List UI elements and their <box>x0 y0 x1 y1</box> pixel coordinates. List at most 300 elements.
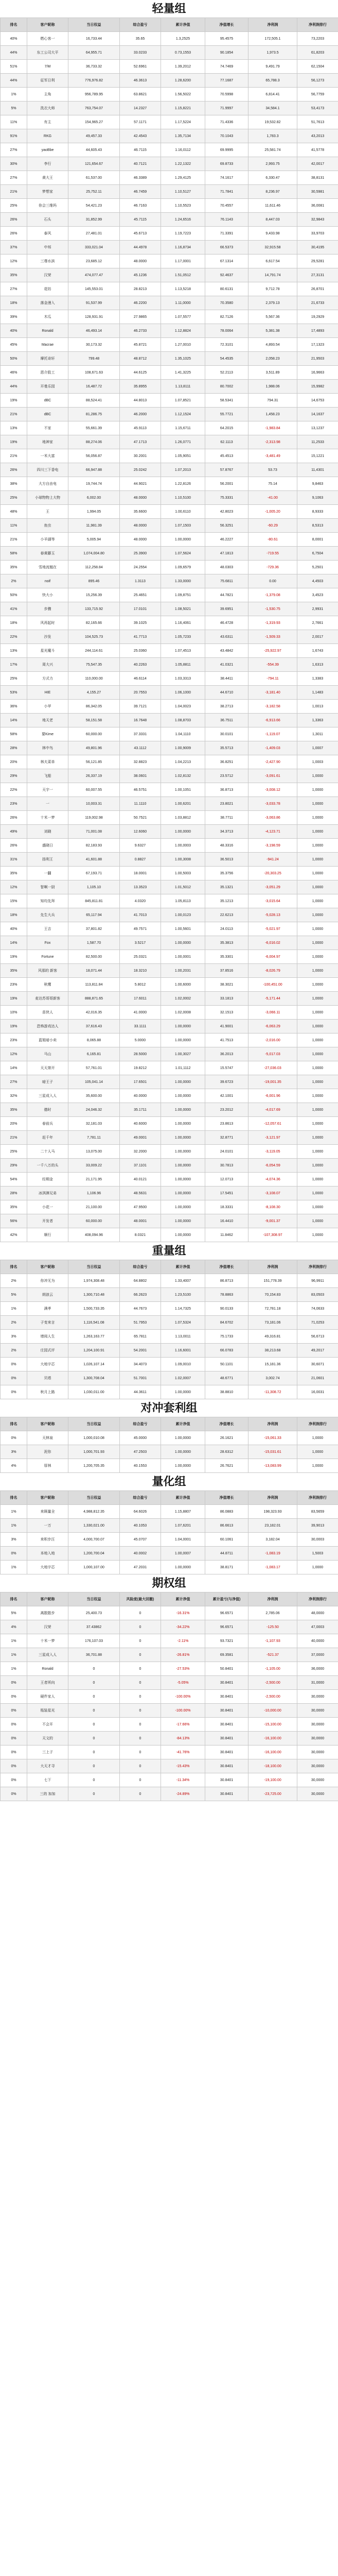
table-cell: 96,9911 <box>297 1274 338 1288</box>
table-cell: 1.3113 <box>120 574 161 588</box>
table-cell: 35.5713 <box>205 741 248 755</box>
table-cell: 3% <box>1 1445 27 1459</box>
table-cell: 35.6600 <box>120 505 161 519</box>
table-cell: 0% <box>1 1690 27 1704</box>
table-cell: 44.7673 <box>120 1302 161 1316</box>
table-cell: 15,9982 <box>297 380 338 394</box>
table-row <box>1 157 338 171</box>
table-cell: 36.8713 <box>205 783 248 797</box>
table-cell: 0 <box>68 1732 120 1745</box>
table-cell: 75.6811 <box>205 574 248 588</box>
table-cell: 秋月上路 <box>27 1385 68 1399</box>
table-cell: 13% <box>1 421 27 435</box>
table-cell: 45.7115 <box>120 213 161 227</box>
table-cell: 1.00,1051 <box>161 783 205 797</box>
column-header: 综合盈亏 <box>120 1260 161 1274</box>
table-cell: 18.3331 <box>205 1200 248 1214</box>
table-cell: 1,0000 <box>297 936 338 950</box>
table-cell: 蓝姐暗小卖 <box>27 1033 68 1047</box>
table-row <box>1 1033 338 1047</box>
table-cell: 1.29,4125 <box>161 171 205 185</box>
table-cell: 113,811.84 <box>68 978 120 992</box>
table-cell: 一千八万的头 <box>27 1159 68 1173</box>
table-cell: 44.8711 <box>205 1547 248 1561</box>
table-cell: HIE <box>27 686 68 700</box>
table-row <box>1 449 338 463</box>
table-cell: 47.1813 <box>205 547 248 561</box>
table-cell: 1,300,710.48 <box>68 1288 120 1302</box>
table-cell: 1.00,0000 <box>161 936 205 950</box>
column-header: 综合盈亏 <box>120 1491 161 1505</box>
table-cell: 23% <box>1 978 27 992</box>
table-cell: 33.1813 <box>205 992 248 1006</box>
table-cell: 30.7813 <box>205 1159 248 1173</box>
table-cell: 6,330.47 <box>248 171 297 185</box>
table-cell: 75,547.35 <box>68 658 120 672</box>
table-cell: 15,1221 <box>297 449 338 463</box>
table-cell: 46.7115 <box>120 143 161 157</box>
table-cell: 25.0242 <box>120 463 161 477</box>
table-cell: 36.7511 <box>205 714 248 727</box>
table-cell: 1.04,0001 <box>161 1533 205 1547</box>
table-cell: 2% <box>1 1274 27 1288</box>
table-cell: 1,0000 <box>297 1159 338 1173</box>
table-cell: 1,0000 <box>297 1431 338 1445</box>
table-cell: 30.8401 <box>205 1773 248 1787</box>
table-cell: 54.2001 <box>120 1344 161 1358</box>
table-cell: 8,0001 <box>297 533 338 547</box>
table-cell: 63.8621 <box>120 88 161 101</box>
table-cell: 18,071.44 <box>68 964 120 978</box>
table-cell: 36,701.88 <box>68 1648 120 1662</box>
table-cell: 39.6951 <box>205 602 248 616</box>
table-cell: 中邦 <box>27 241 68 255</box>
table-cell: 47.2503 <box>120 1445 161 1459</box>
table-cell: 61,537.00 <box>68 171 120 185</box>
table-cell: 1.00,0000 <box>161 1020 205 1033</box>
table-cell: 13,075.00 <box>68 1145 120 1159</box>
table-cell: 6,7504 <box>297 547 338 561</box>
table-cell: 14% <box>1 1061 27 1075</box>
column-header: 排名 <box>1 1260 27 1274</box>
table-cell: 21,6733 <box>297 296 338 310</box>
table-cell: 46.2200 <box>120 296 161 310</box>
table-cell: 35.1321 <box>205 880 248 894</box>
table-cell: 41.0321 <box>205 658 248 672</box>
table-cell: 8.0321 <box>120 1228 161 1242</box>
table-cell: 盛晓日 <box>27 839 68 853</box>
table-row <box>1 1187 338 1200</box>
table-cell: 梦想家 <box>27 185 68 199</box>
table-row <box>1 1173 338 1187</box>
table-cell: 1.00,0000 <box>161 1131 205 1145</box>
table-cell: 21% <box>1 408 27 421</box>
table-cell: 0% <box>1 1759 27 1773</box>
table-cell: -100.00% <box>161 1690 205 1704</box>
table-cell: -15,100.00 <box>248 1718 297 1732</box>
table-cell: 落金漫入 <box>27 296 68 310</box>
table-cell: 35.3301 <box>205 950 248 964</box>
table-cell: 35% <box>1 867 27 880</box>
table-cell: -5,028.13 <box>248 908 297 922</box>
table-cell: 秋鹰 <box>27 978 68 992</box>
table-cell: 1,0000 <box>297 1214 338 1228</box>
table-cell: 9,8463 <box>297 477 338 491</box>
table-row <box>1 1200 338 1214</box>
table-cell: 62,1504 <box>297 60 338 74</box>
table-row <box>1 282 338 296</box>
table-cell: 11.8462 <box>205 1228 248 1242</box>
table-cell: 39.7121 <box>120 700 161 714</box>
table-cell: 27% <box>1 282 27 296</box>
table-cell: 37,801.82 <box>68 922 120 936</box>
table-cell: 26% <box>1 811 27 825</box>
table-cell: 十米一梦 <box>27 811 68 825</box>
table-cell: 58% <box>1 727 27 741</box>
table-cell: 三的 加加 <box>27 1787 68 1801</box>
table-cell: 13% <box>1 644 27 658</box>
column-header: 当日权益 <box>68 1592 120 1606</box>
table-cell: 1,204,100.91 <box>68 1344 120 1358</box>
table-cell: 5% <box>1 1606 27 1620</box>
table-cell: 1.01,5012 <box>161 880 205 894</box>
table-cell: 知均先拜 <box>27 894 68 908</box>
table-cell: 36.8251 <box>205 755 248 769</box>
table-cell: -1,530.75 <box>248 602 297 616</box>
table-cell: 33.0233 <box>120 46 161 60</box>
table-cell: 恩介股工 <box>27 366 68 380</box>
table-cell: 74.1617 <box>205 171 248 185</box>
table-cell: 1.19,7223 <box>161 227 205 241</box>
table-cell: 6,814.41 <box>248 88 297 101</box>
table-cell: 30,0000 <box>297 1759 338 1773</box>
table-cell: -27.53% <box>161 1662 205 1676</box>
table-cell: 35% <box>1 1103 27 1117</box>
table-cell: 23,685.12 <box>68 255 120 268</box>
table-cell: 76.1143 <box>205 213 248 227</box>
table-cell: 1,0000 <box>297 853 338 867</box>
table-cell: 暗王子 <box>27 1075 68 1089</box>
table-cell: 30.8401 <box>205 1732 248 1745</box>
table-cell: 1.17,5224 <box>161 115 205 129</box>
table-cell: 45% <box>1 338 27 352</box>
table-cell: -26.81% <box>161 1648 205 1662</box>
table-cell: 征军日利 <box>27 74 68 88</box>
table-cell: 86,342.05 <box>68 700 120 714</box>
table-cell: 82.7126 <box>205 310 248 324</box>
table-cell: -20,303.25 <box>248 867 297 880</box>
table-cell: 1.16,0112 <box>161 143 205 157</box>
table-cell: 1.12,8824 <box>161 324 205 338</box>
table-cell: 1% <box>1 88 27 101</box>
table-cell: 25.0360 <box>120 644 161 658</box>
table-cell: 1,974,308.48 <box>68 1274 120 1288</box>
table-cell: 16.4410 <box>205 1214 248 1228</box>
table-cell: 1.33,0000 <box>161 574 205 588</box>
table-cell: 69.9995 <box>205 143 248 157</box>
table-cell: 77.1687 <box>205 74 248 88</box>
table-cell: 汉荣 <box>27 268 68 282</box>
table-cell: 1,000,010.08 <box>68 1431 120 1445</box>
table-cell: 44.9021 <box>120 477 161 491</box>
table-cell: 朗浪云 <box>27 1288 68 1302</box>
column-header: 排名 <box>1 1417 27 1431</box>
table-cell: -60.29 <box>248 519 297 533</box>
table-cell: 20% <box>1 755 27 769</box>
table-cell: 70.5998 <box>205 88 248 101</box>
table-cell: 69.3581 <box>205 1648 248 1662</box>
table-cell: 1,0013 <box>297 700 338 714</box>
table-cell: -100.00% <box>161 1704 205 1718</box>
table-row <box>1 1061 338 1075</box>
table-cell: 11% <box>1 519 27 533</box>
table-cell: 王吉 <box>27 922 68 936</box>
column-header: 净利润排行 <box>297 1417 338 1431</box>
table-row <box>1 463 338 477</box>
table-cell: 1.07,2013 <box>161 463 205 477</box>
table-cell: 0 <box>68 1745 120 1759</box>
table-cell: 1.00,6000 <box>161 978 205 992</box>
table-cell: 春黄藤玉 <box>27 547 68 561</box>
table-cell: 46.4728 <box>205 616 248 630</box>
table-cell: -23,725.00 <box>248 1787 297 1801</box>
table-cell: 67,193.71 <box>68 867 120 880</box>
table-cell: 20% <box>1 1117 27 1131</box>
table-cell: 3,182.04 <box>248 1533 297 1547</box>
table-row <box>1 1385 338 1399</box>
table-row <box>1 574 338 588</box>
table-cell: 1,0000 <box>297 1228 338 1242</box>
table-cell: 64.8802 <box>120 1274 161 1288</box>
table-cell: 1,300,708.04 <box>68 1371 120 1385</box>
table-cell: 28.8213 <box>120 282 161 296</box>
table-cell: 林夫菜单 <box>27 755 68 769</box>
table-cell: 大方自由电 <box>27 477 68 491</box>
column-header: 当日权益 <box>68 18 120 32</box>
table-cell: 5.8012 <box>120 978 161 992</box>
table-cell: 48.0000 <box>120 519 161 533</box>
table-row <box>1 435 338 449</box>
table-row <box>1 894 338 908</box>
table-cell: 15,256.39 <box>68 588 120 602</box>
table-cell: 38.8171 <box>205 1561 248 1574</box>
table-cell: 37% <box>1 241 27 255</box>
table-row <box>1 561 338 574</box>
table-cell: 51.7001 <box>120 1371 161 1385</box>
table-row <box>1 630 338 644</box>
table-cell: 1.56,5022 <box>161 88 205 101</box>
table-cell: 105,041.14 <box>68 1075 120 1089</box>
table-cell: 54.4535 <box>205 352 248 366</box>
table-cell: 33,9703 <box>297 227 338 241</box>
table-cell: 38,8131 <box>297 171 338 185</box>
table-cell: 29,5281 <box>297 255 338 268</box>
table-cell: 3% <box>1 1533 27 1547</box>
table-cell: 1.26,0771 <box>161 435 205 449</box>
table-cell: 50.8401 <box>205 1662 248 1676</box>
table-cell: -5.05% <box>161 1676 205 1690</box>
table-cell: 2% <box>1 574 27 588</box>
table-cell: 40% <box>1 922 27 936</box>
table-cell: 16,733.44 <box>68 32 120 46</box>
table-cell: Fox <box>27 936 68 950</box>
table-cell: 1,330,021.00 <box>68 1519 120 1533</box>
table-cell: 1.00,0000 <box>161 1159 205 1173</box>
table-cell: 58% <box>1 547 27 561</box>
column-header: 风险度(最大回撤) <box>120 1592 161 1606</box>
table-cell: 1,0000 <box>297 825 338 839</box>
column-header: 客户昵称 <box>27 1491 68 1505</box>
table-row <box>1 1006 338 1020</box>
table-cell: 2,9931 <box>297 602 338 616</box>
column-header: 净利润排行 <box>297 1260 338 1274</box>
table-cell: 1,0000 <box>297 992 338 1006</box>
table-cell: 30,4195 <box>297 241 338 255</box>
table-cell: 马山 <box>27 1047 68 1061</box>
table-cell: 104,525.73 <box>68 630 120 644</box>
table-cell: -125.50 <box>248 1620 297 1634</box>
table-cell: 46.7459 <box>120 185 161 199</box>
table-row <box>1 1117 338 1131</box>
table-cell: 14,791.74 <box>248 268 297 282</box>
table-cell: 1,587.70 <box>68 936 120 950</box>
table-cell: 一米大富 <box>27 449 68 463</box>
table-cell: 2,0017 <box>297 630 338 644</box>
table-cell: -1,083.17 <box>248 1561 297 1574</box>
table-cell: 15% <box>1 894 27 908</box>
table-cell: 刘晓 <box>27 825 68 839</box>
table-cell: 1,0000 <box>297 867 338 880</box>
table-cell: 71.9997 <box>205 101 248 115</box>
table-cell: 1.00,3027 <box>161 1047 205 1061</box>
table-cell: -1,509.33 <box>248 630 297 644</box>
table-cell: 56,121.85 <box>68 755 120 769</box>
table-cell: 64.6026 <box>120 1505 161 1519</box>
table-cell: 46.2227 <box>205 533 248 547</box>
table-cell: 快大小 <box>27 588 68 602</box>
table-header-row <box>1 1491 338 1505</box>
table-cell: 41,601.88 <box>68 853 120 867</box>
table-cell: 11,611.46 <box>248 199 297 213</box>
table-cell: 71.3391 <box>205 227 248 241</box>
table-cell: 895.46 <box>68 574 120 588</box>
table-cell: 1,0000 <box>297 797 338 811</box>
table-cell: 30,0003 <box>297 1533 338 1547</box>
table-cell: 0 <box>120 1676 161 1690</box>
table-cell: -9,001.37 <box>248 1214 297 1228</box>
table-cell: 51,7613 <box>297 115 338 129</box>
table-cell: 1,0000 <box>297 950 338 964</box>
table-cell: 11% <box>1 115 27 129</box>
table-cell: 1,106.96 <box>68 1187 120 1200</box>
table-cell: 31,0000 <box>297 1676 338 1690</box>
table-row <box>1 1020 338 1033</box>
table-cell: 26,8701 <box>297 282 338 296</box>
table-cell: 1,5003 <box>297 1547 338 1561</box>
table-cell: -15,031.61 <box>248 1445 297 1459</box>
table-row <box>1 1704 338 1718</box>
table-cell: -8,108.30 <box>248 1200 297 1214</box>
table-cell: 31,852.99 <box>68 213 120 227</box>
table-cell: 黄大王 <box>27 171 68 185</box>
table-cell: 44.7821 <box>205 588 248 602</box>
table-cell: 48.3316 <box>205 839 248 853</box>
table-cell: -41.00 <box>248 491 297 505</box>
table-cell: 1.00,0001 <box>161 950 205 964</box>
table-cell: 48% <box>1 505 27 519</box>
table-cell: 19% <box>1 394 27 408</box>
table-cell: 1.03,3313 <box>161 672 205 686</box>
table-cell: 73,181.06 <box>248 1316 297 1330</box>
table-cell: 7,781.11 <box>68 1131 120 1145</box>
table-cell: RKG <box>27 129 68 143</box>
table-cell: 燃心客一 <box>27 32 68 46</box>
ranking-table <box>0 1592 338 1801</box>
table-cell: -3,051.29 <box>248 880 297 894</box>
table-cell: 19.8212 <box>120 1061 161 1075</box>
table-cell: 30,0000 <box>297 1745 338 1759</box>
table-cell: 25,752.11 <box>68 185 120 199</box>
table-cell: 244,114.61 <box>68 644 120 658</box>
table-cell: 1.00,0000 <box>161 1117 205 1131</box>
table-cell: 1.00,0000 <box>161 1200 205 1214</box>
table-cell: 41.0000 <box>120 1006 161 1020</box>
table-cell: 1,0000 <box>297 839 338 853</box>
table-cell: 73,2203 <box>297 32 338 46</box>
table-cell: 0 <box>68 1676 120 1690</box>
table-cell: 83,0503 <box>297 1288 338 1302</box>
table-cell: 151,778.39 <box>248 1274 297 1288</box>
table-cell: -6,054.59 <box>248 1159 297 1173</box>
table-cell: 19,532.82 <box>248 115 297 129</box>
table-cell: 1.04,2213 <box>161 755 205 769</box>
table-cell: 0 <box>120 1690 161 1704</box>
table-cell: 9,491.79 <box>248 60 297 74</box>
table-cell: 33.1111 <box>120 1020 161 1033</box>
table-row <box>1 1745 338 1759</box>
table-cell: 0 <box>68 1662 120 1676</box>
table-cell: 1.00,0000 <box>161 1173 205 1187</box>
table-row <box>1 1690 338 1704</box>
table-cell: 步骤 <box>27 602 68 616</box>
table-cell: 110,000.00 <box>68 672 120 686</box>
table-cell: 1.35,1025 <box>161 352 205 366</box>
table-cell: 1,0000 <box>297 894 338 908</box>
table-cell: 95.4575 <box>205 32 248 46</box>
column-header: 净利润 <box>248 1260 297 1274</box>
table-cell: 1.09,0010 <box>161 1358 205 1371</box>
table-cell: 32,181.03 <box>68 1117 120 1131</box>
table-cell: 沙发 <box>27 630 68 644</box>
table-row <box>1 644 338 658</box>
table-cell: 96.6571 <box>205 1620 248 1634</box>
table-cell: 71.4336 <box>205 115 248 129</box>
table-row <box>1 1445 338 1459</box>
table-row <box>1 1302 338 1316</box>
table-cell: 扬利王 <box>27 853 68 867</box>
table-cell: 1,026,107.14 <box>68 1358 120 1371</box>
table-cell: 开发者 <box>27 1214 68 1228</box>
table-cell: 1,200,700.04 <box>68 1547 120 1561</box>
table-cell: 1.00,0000 <box>161 1187 205 1200</box>
table-cell: 799.48 <box>68 352 120 366</box>
table-cell: 瓶装星光 <box>27 1704 68 1718</box>
table-row <box>1 686 338 700</box>
table-cell: 46.3389 <box>120 171 161 185</box>
table-cell: 66,947.88 <box>68 463 120 477</box>
section-title: 轻量组 <box>152 2 186 15</box>
table-cell: 39.1025 <box>120 616 161 630</box>
